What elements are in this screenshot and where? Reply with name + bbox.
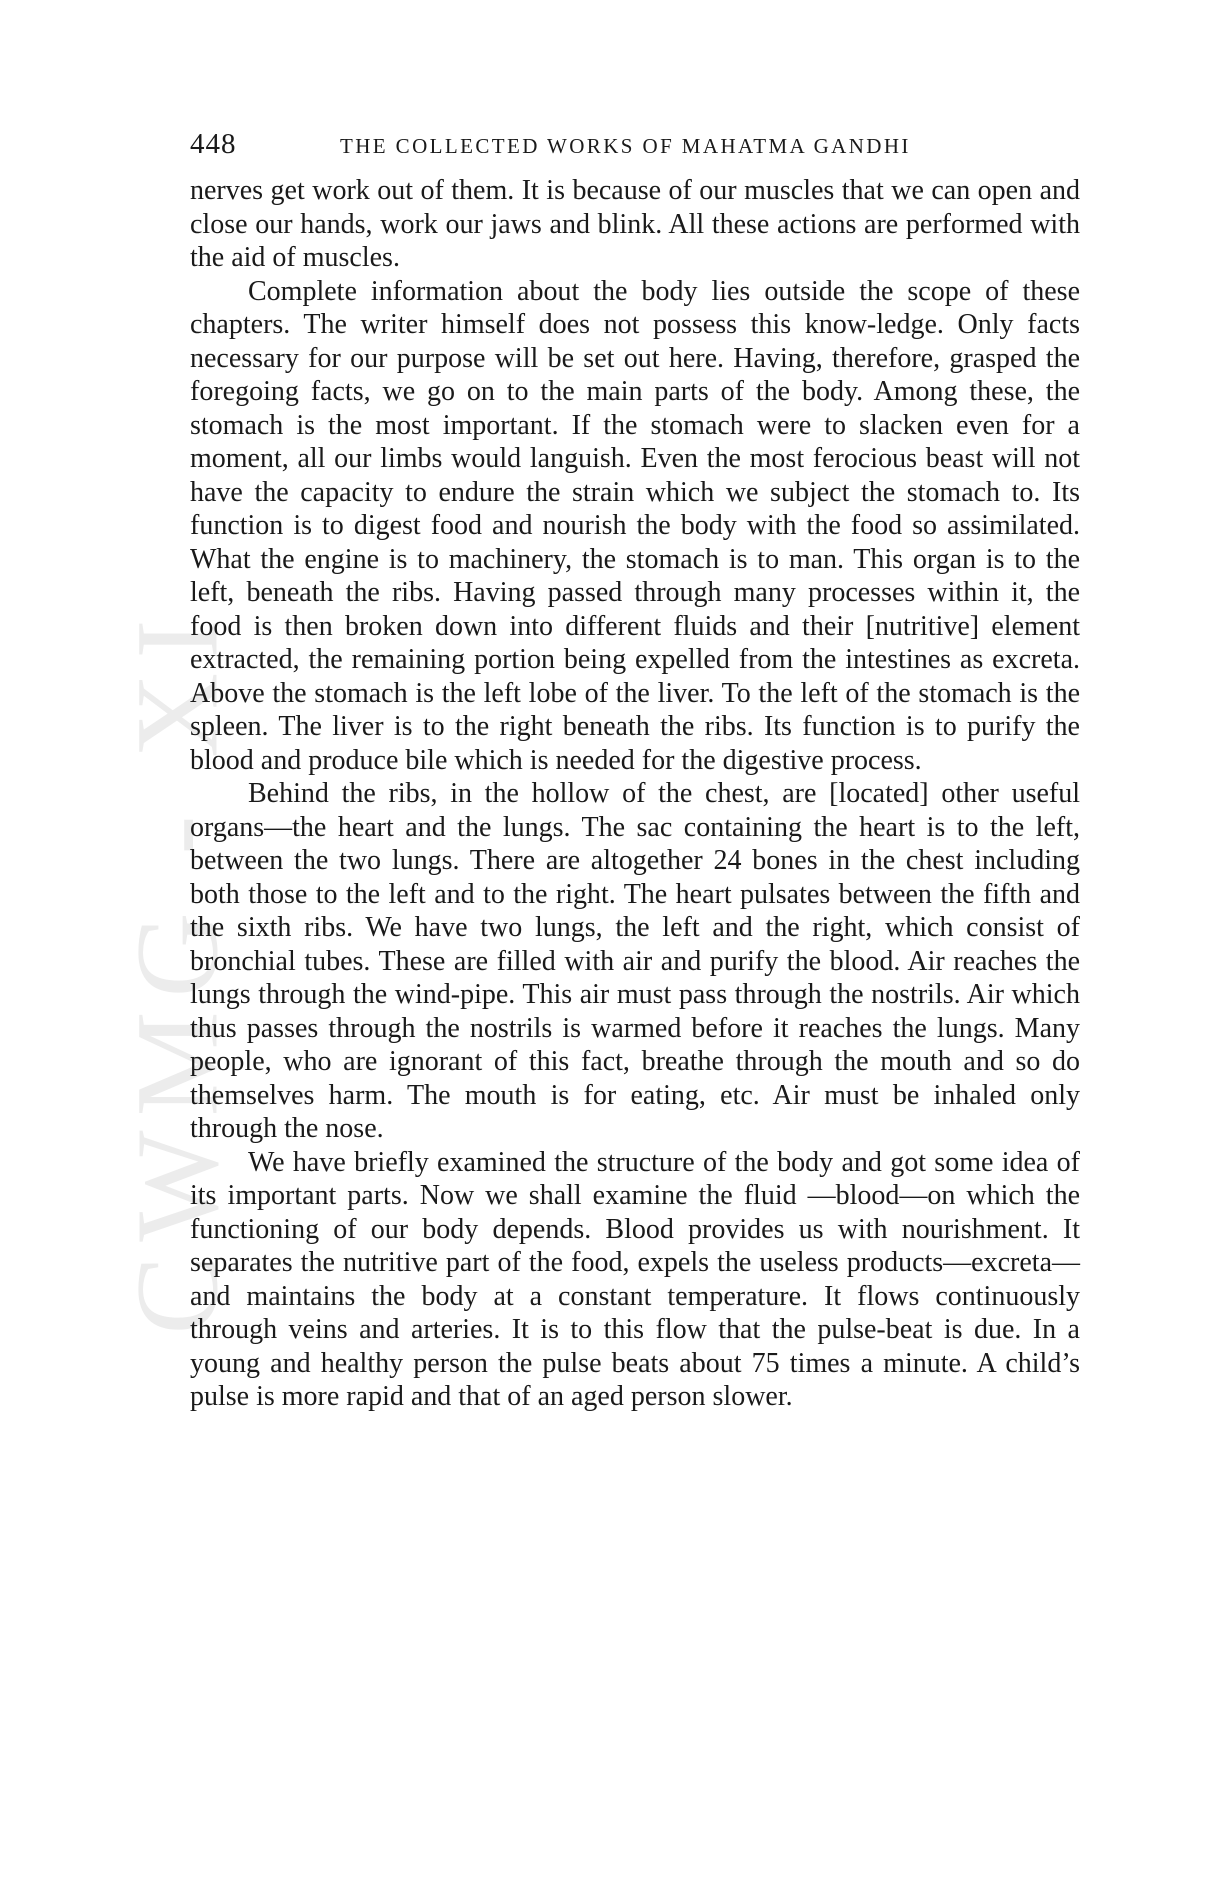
paragraph-2: Complete information about the body lies outside the scope of these chapters. The writer himself does not possess this know-ledge. Only facts necessary for our purpose will be set out here. Having, therefore, grasped the foregoing facts, we go on to the main parts of the body. Among these, the stomach is the most important. If the stomach were to slacken even for a moment, all our limbs would languish. Even the most ferocious beast will not have the capacity to endure the strain which we subject the stomach to. Its function is to digest food and nourish the body with the food so assimilated. What the engine is to machinery, the stomach is to man. This organ is to the left, beneath the ribs. Having passed through many processes within it, the food is then broken down into different fluids and their [nutritive] element extracted, the remaining portion being expelled from the intestines as excreta. Above the stomach is the left lobe of the liver. To the left of the stomach is the spleen. The liver is to the right beneath the ribs. Its function is to purify the blood and produce bile which is needed for the digestive process. (190, 275, 1080, 776)
page (190, 128, 1080, 1414)
paragraph-4: We have briefly examined the structure of the body and got some idea of its important parts. Now we shall examine the fluid —blood—on which the functioning of our body depends. Blood provides us with nourishment. It separates the nutritive part of the food, expels the useless products—excreta—and maintains the body at a constant temperature. It flows continuously through veins and arteries. It is to this flow that the pulse-beat is due. In a young and healthy person the pulse beats about 75 times a minute. A child’s pulse is more rapid and that of an aged person slower. (190, 1146, 1080, 1412)
page-header (190, 128, 1080, 172)
running-head: THE COLLECTED WORKS OF MAHATMA GANDHI (340, 134, 911, 158)
body-text (190, 174, 1080, 1414)
watermark-text: CWMG - XI (112, 605, 243, 1335)
page-number: 448 (190, 128, 237, 160)
paragraph-3: Behind the ribs, in the hollow of the chest, are [located] other useful organs—the heart and the lungs. The sac containing the heart is to the left, between the two lungs. There are altogether 24 bones in the chest including both those to the left and to the right. The heart pulsates between the fifth and the sixth ribs. We have two lungs, the left and the right, which consist of bronchial tubes. These are filled with air and purify the blood. Air reaches the lungs through the wind-pipe. This air must pass through the nostrils. Air which thus passes through the nostrils is warmed before it reaches the lungs. Many people, who are ignorant of this fact, breathe through the mouth and so do themselves harm. The mouth is for eating, etc. Air must be inhaled only through the nose. (190, 778, 1080, 1144)
paragraph-1: nerves get work out of them. It is because of our muscles that we can open and close our hands, work our jaws and blink. All these actions are performed with the aid of muscles. (190, 175, 1080, 273)
